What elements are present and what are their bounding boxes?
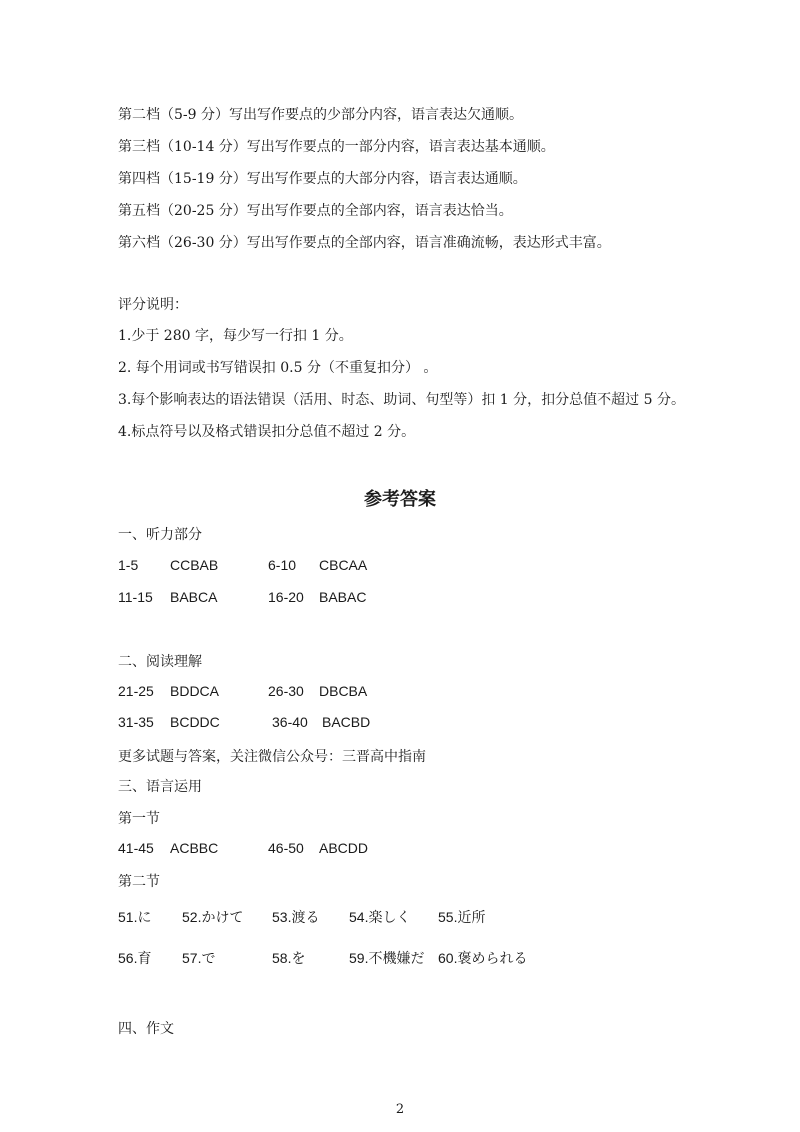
answer-range: 41-45 <box>118 840 154 856</box>
fill-in-answer: 54.楽しく <box>349 909 411 925</box>
fill-in-answer: 59.不機嫌だ <box>349 950 425 966</box>
answer-letters: BABAC <box>319 589 367 605</box>
fill-in-answer: 60.褒められる <box>438 950 528 966</box>
answer-letters: ABCDD <box>319 840 369 856</box>
fill-in-answer: 57.で <box>182 950 216 966</box>
listening-heading: 一、听力部分 <box>118 527 202 543</box>
answer-range: 1-5 <box>118 557 139 573</box>
grading-level-5: 第五档（20-25 分）写出写作要点的全部内容，语言表达恰当。 <box>118 203 513 219</box>
fill-in-answer: 55.近所 <box>438 909 486 925</box>
answer-letters: BABCA <box>170 589 218 605</box>
answer-letters: BACBD <box>322 714 371 730</box>
scoring-note-4: 4.标点符号以及格式错误扣分总值不超过 2 分。 <box>118 424 416 440</box>
section-2-heading: 第二节 <box>118 874 160 890</box>
answer-range: 21-25 <box>118 683 154 699</box>
grading-level-3: 第三档（10-14 分）写出写作要点的一部分内容，语言表达基本通顺。 <box>118 139 555 155</box>
grading-level-4: 第四档（15-19 分）写出写作要点的大部分内容，语言表达通顺。 <box>118 171 527 187</box>
fill-in-answer: 56.育 <box>118 950 152 966</box>
answer-letters: CCBAB <box>170 557 219 573</box>
answer-letters: DBCBA <box>319 683 368 699</box>
answer-letters: BDDCA <box>170 683 220 699</box>
answer-range: 16-20 <box>268 589 304 605</box>
answer-range: 6-10 <box>268 557 297 573</box>
language-use-heading: 三、语言运用 <box>118 779 202 795</box>
scoring-note-2: 2. 每个用词或书写错误扣 0.5 分（不重复扣分） 。 <box>118 360 438 376</box>
answer-letters: ACBBC <box>170 840 219 856</box>
answer-range: 26-30 <box>268 683 304 699</box>
grading-level-6: 第六档（26-30 分）写出写作要点的全部内容，语言准确流畅，表达形式丰富。 <box>118 235 611 251</box>
section-1-heading: 第一节 <box>118 811 160 827</box>
scoring-note-3: 3.每个影响表达的语法错误（活用、时态、助词、句型等）扣 1 分，扣分总值不超过 5 分。 <box>118 392 685 408</box>
fill-in-answer: 53.渡る <box>272 909 320 925</box>
fill-in-answer: 58.を <box>272 950 306 966</box>
promo-text: 更多试题与答案，关注微信公众号：三晋高中指南 <box>118 749 426 765</box>
answer-range: 11-15 <box>118 589 153 605</box>
reading-heading: 二、阅读理解 <box>118 654 202 670</box>
scoring-note-1: 1.少于 280 字，每少写一行扣 1 分。 <box>118 328 353 344</box>
answer-letters: BCDDC <box>170 714 220 730</box>
answers-title: 参考答案 <box>364 489 436 510</box>
writing-heading: 四、作文 <box>118 1021 174 1037</box>
grading-level-2: 第二档（5-9 分）写出写作要点的少部分内容，语言表达欠通顺。 <box>118 107 523 123</box>
answer-range: 36-40 <box>272 714 308 730</box>
fill-in-answer: 51.に <box>118 909 152 925</box>
answer-letters: CBCAA <box>319 557 368 573</box>
fill-in-answer: 52.かけて <box>182 909 244 925</box>
scoring-notes-heading: 评分说明： <box>118 297 188 313</box>
page-number: 2 <box>395 1102 405 1117</box>
answer-range: 46-50 <box>268 840 304 856</box>
answer-range: 31-35 <box>118 714 154 730</box>
